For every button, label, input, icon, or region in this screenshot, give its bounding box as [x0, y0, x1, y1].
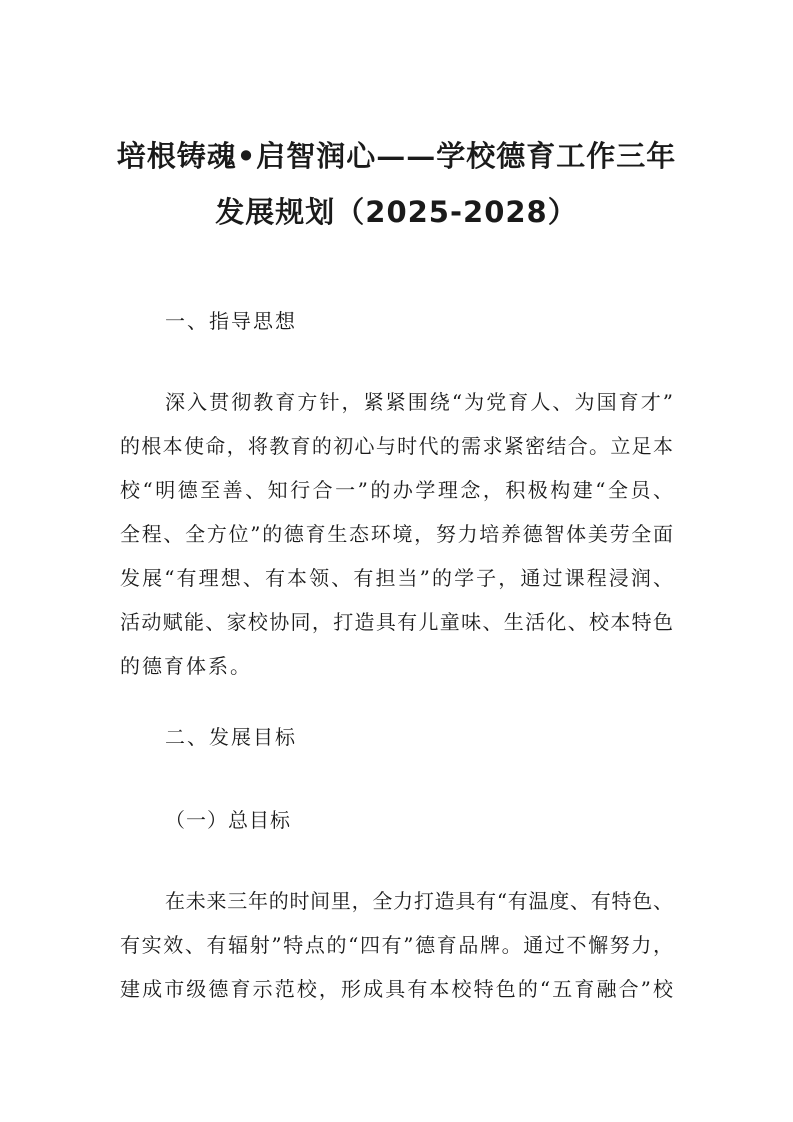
paragraph-line: 在未来三年的时间里，全力打造具有“有温度、有特色、: [165, 889, 673, 913]
paragraph-line: 有实效、有辐射”特点的“四有”德育品牌。通过不懈努力，: [120, 933, 673, 957]
paragraph-line: 的根本使命，将教育的初心与时代的需求紧密结合。立足本: [120, 434, 673, 458]
section-heading-guiding-ideology: 一、指导思想: [165, 309, 297, 333]
subsection-heading-overall-goal: （一）总目标: [165, 808, 291, 832]
paragraph-line: 建成市级德育示范校，形成具有本校特色的“五育融合”校: [120, 977, 673, 1001]
title-line-2-close: ）: [547, 195, 578, 229]
document-title-line-1: 培根铸魂•启智润心——学校德育工作三年: [116, 139, 677, 173]
paragraph-line: 深入贯彻教育方针，紧紧围绕“为党育人、为国育才”: [165, 390, 673, 414]
paragraph-line: 活动赋能、家校协同，打造具有儿童味、生活化、校本特色: [120, 610, 673, 634]
document-title-line-2: [0, 190, 793, 231]
paragraph-line: 的德育体系。: [120, 654, 252, 678]
title-line-2-text: 发展规划（: [215, 195, 366, 229]
paragraph-line: 发展“有理想、有本领、有担当”的学子，通过课程浸润、: [120, 566, 673, 590]
paragraph-line: 全程、全方位”的德育生态环境，努力培养德智体美劳全面: [120, 522, 673, 546]
paragraph-line: 校“明德至善、知行合一”的办学理念，积极构建“全员、: [120, 478, 673, 502]
title-year-range: 2025-2028: [365, 195, 548, 229]
section-heading-development-goals: 二、发展目标: [165, 725, 297, 749]
